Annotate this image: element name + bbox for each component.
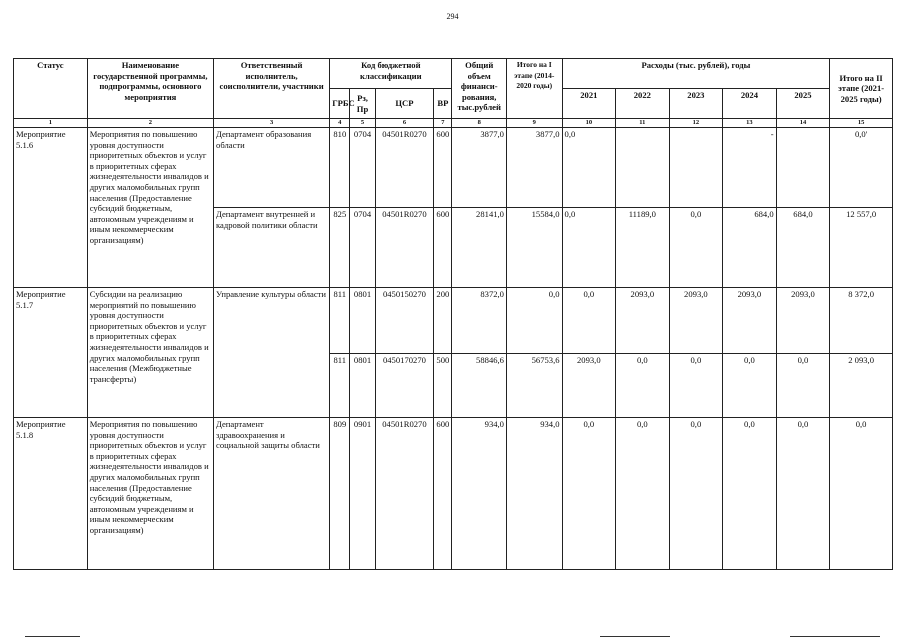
stage1-cell: 15584,0 [506, 208, 562, 288]
header-stage1: Итого на I этапе (2014-2020 годы) [506, 59, 562, 119]
status-cell: Мероприятие 5.1.6 [14, 128, 88, 288]
col-number: 9 [506, 119, 562, 128]
grbs-cell: 825 [330, 208, 350, 288]
y2023-cell [669, 128, 723, 208]
header-stage2: Итого на II этапе (2021-2025 годы) [830, 59, 893, 119]
total-cell: 8372,0 [452, 288, 507, 354]
y2024-cell: - [723, 128, 777, 208]
vr-cell: 600 [434, 418, 452, 570]
csr-cell: 0450170270 [375, 354, 434, 418]
grbs-cell: 809 [330, 418, 350, 570]
header-csr: ЦСР [375, 89, 434, 119]
header-grbs: ГРБС [330, 89, 350, 119]
col-number: 14 [776, 119, 830, 128]
header-2023: 2023 [669, 89, 723, 119]
rzpr-cell: 0704 [350, 128, 375, 208]
col-number: 15 [830, 119, 893, 128]
y2024-cell: 2093,0 [723, 288, 777, 354]
y2021-cell: 0,0 [562, 418, 616, 570]
col-number: 4 [330, 119, 350, 128]
y2022-cell: 2093,0 [616, 288, 670, 354]
col-number: 1 [14, 119, 88, 128]
y2023-cell: 0,0 [669, 354, 723, 418]
responsible-cell: Департамент внутренней и кадровой политики области [214, 208, 330, 288]
grbs-cell: 810 [330, 128, 350, 208]
col-number: 8 [452, 119, 507, 128]
y2022-cell: 0,0 [616, 418, 670, 570]
rzpr-cell: 0801 [350, 288, 375, 354]
rzpr-cell: 0704 [350, 208, 375, 288]
y2025-cell: 2093,0 [776, 288, 830, 354]
y2021-cell: 2093,0 [562, 354, 616, 418]
scan-edge-line [790, 636, 880, 637]
y2024-cell: 0,0 [723, 418, 777, 570]
header-vr: ВР [434, 89, 452, 119]
header-expenses: Расходы (тыс. рублей), годы [562, 59, 830, 89]
csr-cell: 04501R0270 [375, 128, 434, 208]
col-number: 2 [87, 119, 213, 128]
col-number: 13 [723, 119, 777, 128]
csr-cell: 04501R0270 [375, 418, 434, 570]
header-2022: 2022 [616, 89, 670, 119]
y2023-cell: 0,0 [669, 208, 723, 288]
y2022-cell [616, 128, 670, 208]
header-2021: 2021 [562, 89, 616, 119]
y2021-cell: 0,0 [562, 208, 616, 288]
responsible-cell: Управление культуры области [214, 288, 330, 418]
vr-cell: 200 [434, 288, 452, 354]
y2025-cell: 0,0 [776, 418, 830, 570]
col-number: 11 [616, 119, 670, 128]
responsible-cell: Департамент здравоохранения и социальной защиты области [214, 418, 330, 570]
header-rzpr: Рз, Пр [350, 89, 375, 119]
y2023-cell: 2093,0 [669, 288, 723, 354]
y2025-cell [776, 128, 830, 208]
grbs-cell: 811 [330, 354, 350, 418]
stage2-cell: 0,0' [830, 128, 893, 208]
header-name: Наименование государственной программы, подпрограммы, основного мероприятия [87, 59, 213, 119]
table-row [14, 418, 893, 570]
total-cell: 3877,0 [452, 128, 507, 208]
y2024-cell: 684,0 [723, 208, 777, 288]
table-row [14, 288, 893, 354]
status-cell: Мероприятие 5.1.7 [14, 288, 88, 418]
vr-cell: 600 [434, 208, 452, 288]
total-cell: 28141,0 [452, 208, 507, 288]
name-cell: Мероприятия по повышению уровня доступности приоритетных объектов и услуг в приоритетных сферах жизнедеятельности инвалидов и других маломобильных групп населения (Предоставление субсидий бюджетным, автономным учреждениям и иным некоммерческим организациям) [87, 418, 213, 570]
total-cell: 58846,6 [452, 354, 507, 418]
grbs-cell: 811 [330, 288, 350, 354]
col-number: 5 [350, 119, 375, 128]
status-cell: Мероприятие 5.1.8 [14, 418, 88, 570]
column-numbers-row [14, 119, 893, 128]
vr-cell: 600 [434, 128, 452, 208]
stage1-cell: 3877,0 [506, 128, 562, 208]
y2024-cell: 0,0 [723, 354, 777, 418]
header-2024: 2024 [723, 89, 777, 119]
stage1-cell: 934,0 [506, 418, 562, 570]
col-number: 12 [669, 119, 723, 128]
responsible-cell: Департамент образования области [214, 128, 330, 208]
scan-edge-line [600, 636, 670, 637]
stage1-cell: 56753,6 [506, 354, 562, 418]
stage1-cell: 0,0 [506, 288, 562, 354]
col-number: 7 [434, 119, 452, 128]
y2025-cell: 684,0 [776, 208, 830, 288]
name-cell: Субсидии на реализацию мероприятий по повышению уровня доступности приоритетных объектов и услуг в приоритетных сферах жизнедеятельности инвалидов и других маломобильных групп населения (Межбюджетные трансферты) [87, 288, 213, 418]
y2022-cell: 0,0 [616, 354, 670, 418]
header-status: Статус [14, 59, 88, 119]
header-responsible: Ответственный исполнитель, соисполнители, участники [214, 59, 330, 119]
header-2025: 2025 [776, 89, 830, 119]
header-budget-code: Код бюджетной классификации [330, 59, 452, 89]
col-number: 10 [562, 119, 616, 128]
stage2-cell: 0,0 [830, 418, 893, 570]
y2021-cell: 0,0 [562, 128, 616, 208]
y2025-cell: 0,0 [776, 354, 830, 418]
vr-cell: 500 [434, 354, 452, 418]
rzpr-cell: 0901 [350, 418, 375, 570]
page-number: 294 [446, 12, 459, 21]
csr-cell: 04501R0270 [375, 208, 434, 288]
stage2-cell: 12 557,0 [830, 208, 893, 288]
header-total-volume: Общий объем финанси-рования, тыс.рублей [452, 59, 507, 119]
y2022-cell: 11189,0 [616, 208, 670, 288]
rzpr-cell: 0801 [350, 354, 375, 418]
budget-table [13, 58, 893, 570]
csr-cell: 0450150270 [375, 288, 434, 354]
total-cell: 934,0 [452, 418, 507, 570]
stage2-cell: 8 372,0 [830, 288, 893, 354]
y2023-cell: 0,0 [669, 418, 723, 570]
col-number: 3 [214, 119, 330, 128]
y2021-cell: 0,0 [562, 288, 616, 354]
stage2-cell: 2 093,0 [830, 354, 893, 418]
col-number: 6 [375, 119, 434, 128]
scan-edge-line [25, 636, 80, 637]
name-cell: Мероприятия по повышению уровня доступности приоритетных объектов и услуг в приоритетных сферах жизнедеятельности инвалидов и других маломобильных групп населения (Предоставление субсидий бюджетным, автономным учреждениям и иным некоммерческим организациям) [87, 128, 213, 288]
table-row [14, 128, 893, 208]
